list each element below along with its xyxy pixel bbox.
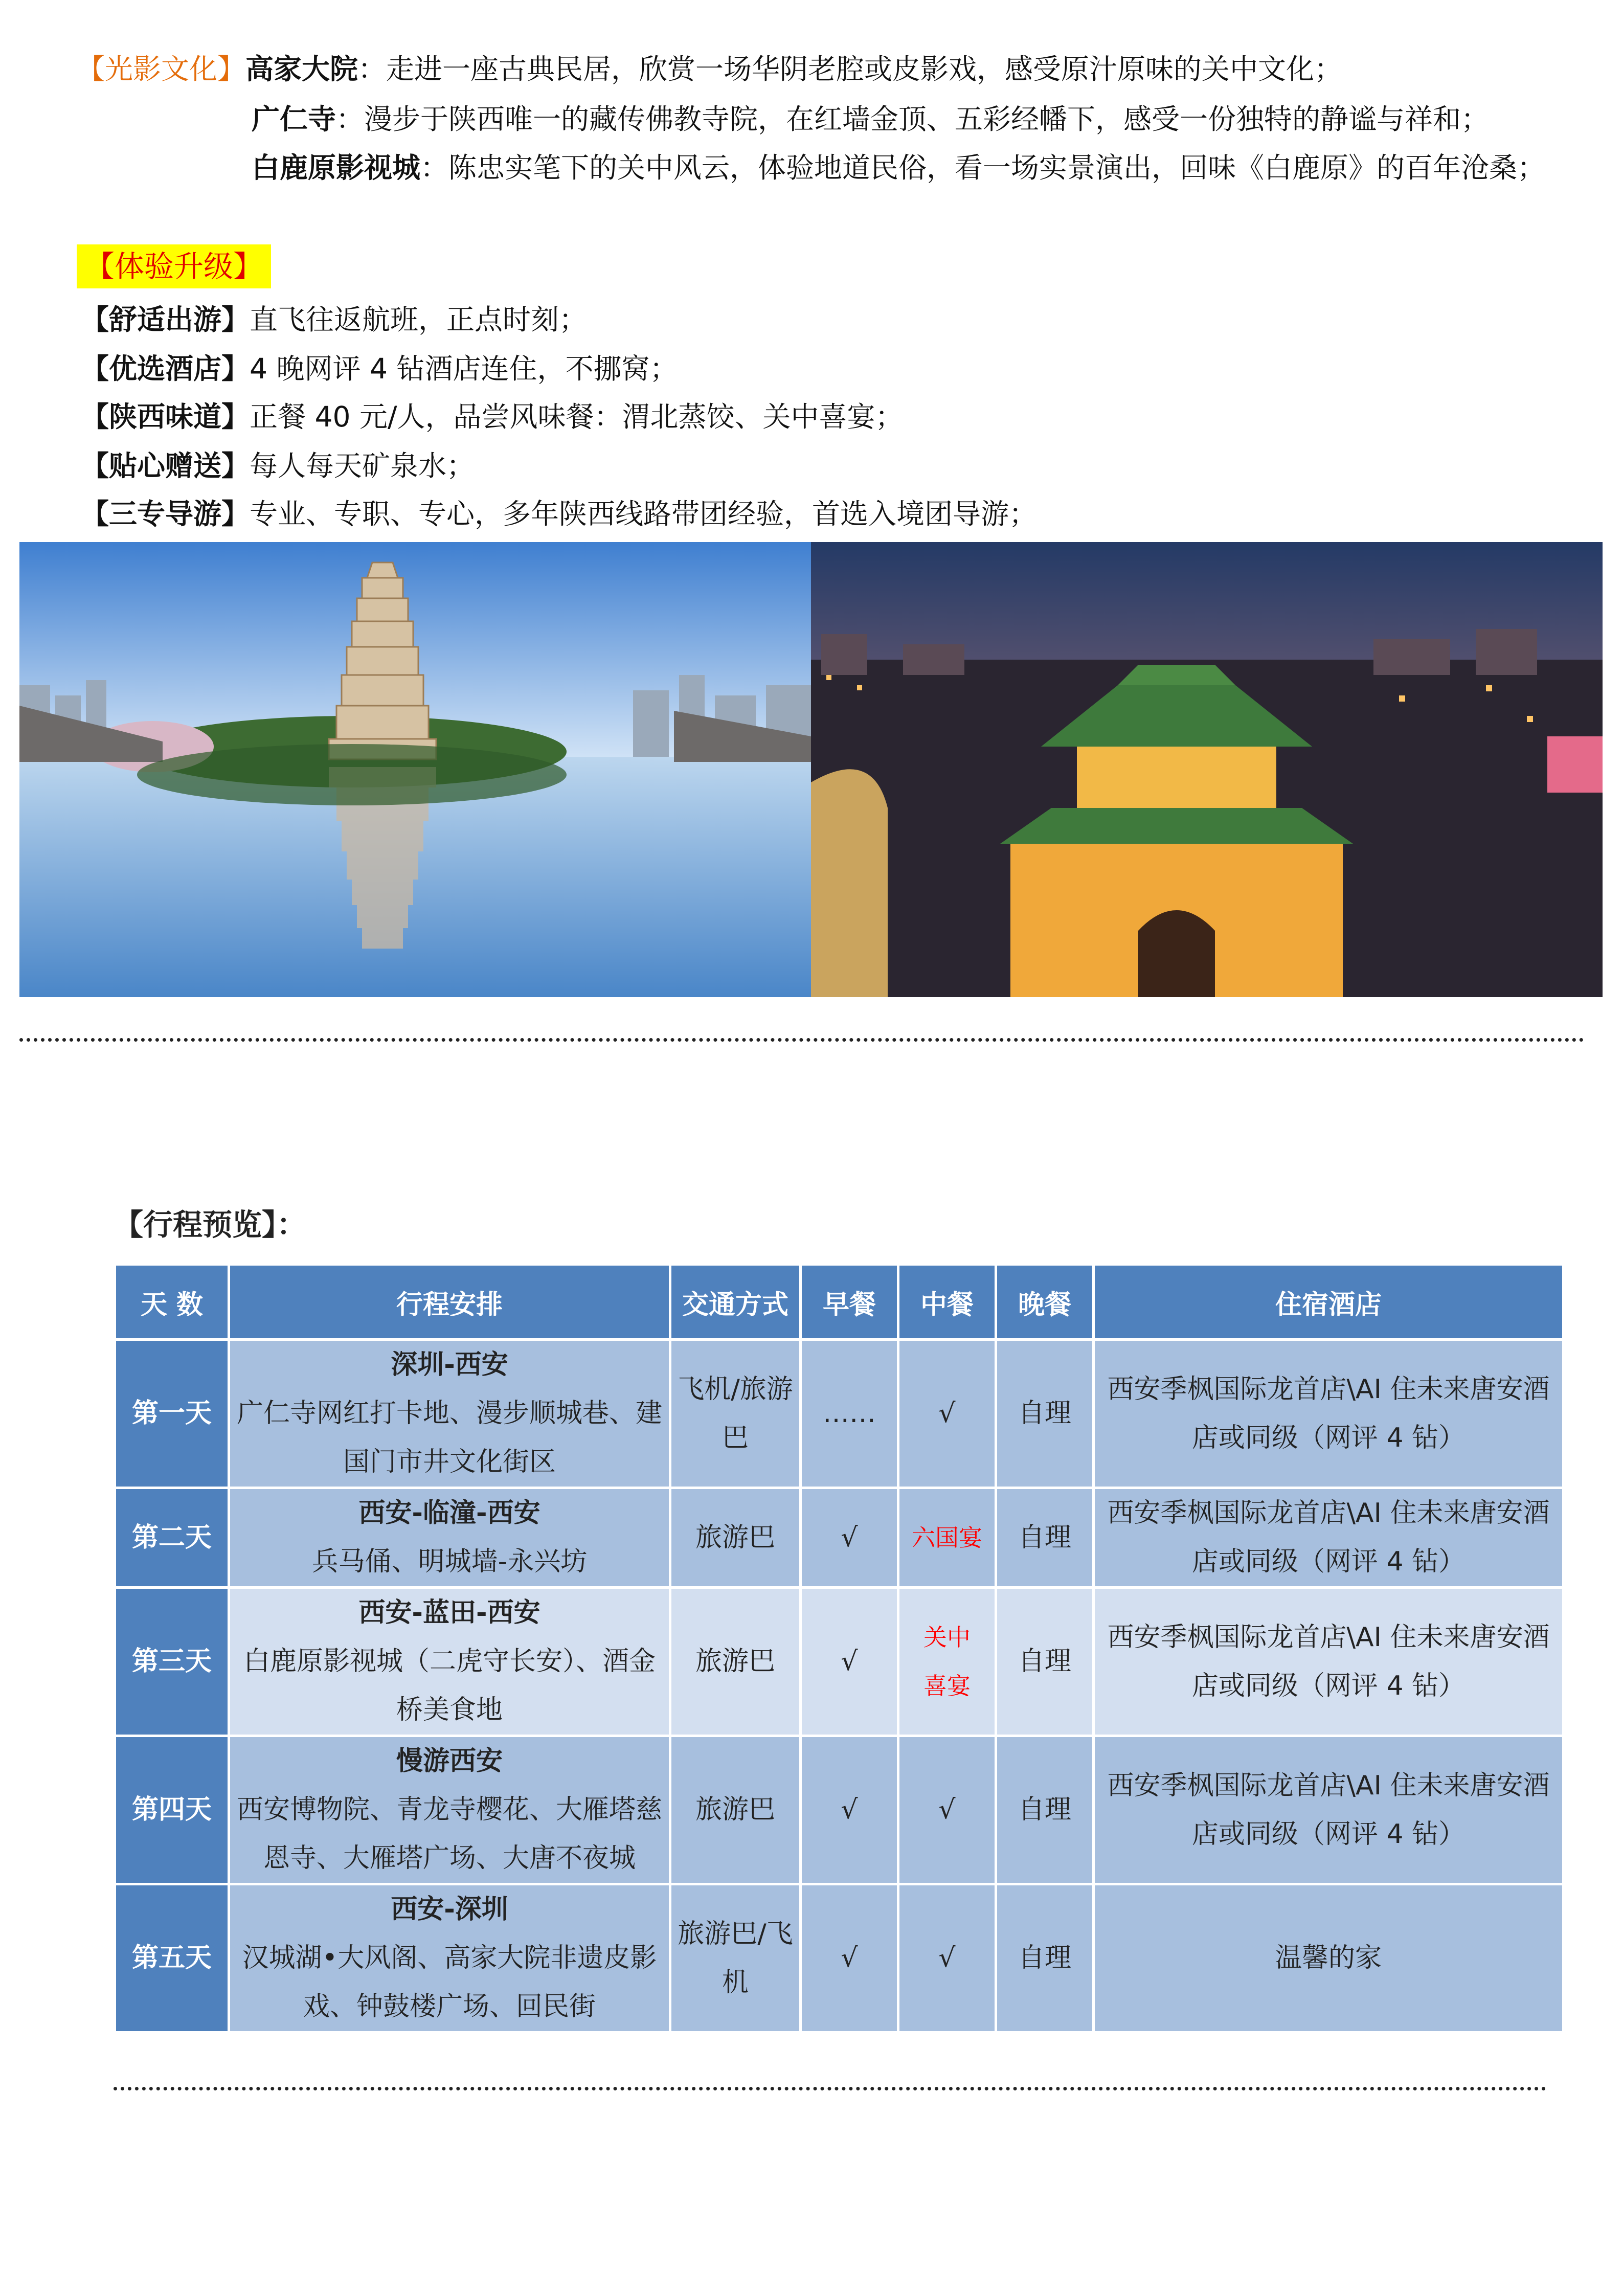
hotel-cell: 西安季枫国际龙首店\AI 住未来唐安酒店或同级（网评 4 钻） [1095,1737,1562,1883]
culture-item-desc: ：漫步于陕西唯一的藏传佛教寺院，在红墙金顶、五彩经幡下，感受一份独特的静谧与祥和； [336,103,1490,136]
upgrade-tag: 【舒适出游】 [81,303,250,336]
table-row [116,1885,1562,2031]
culture-item-desc: ：陈忠实笔下的关中风云，体验地道民俗，看一场实景演出，回味《白鹿原》的百年沧桑； [420,151,1546,184]
transport-cell: 旅游巴 [671,1737,799,1883]
lunch-cell [899,1589,995,1735]
dinner-cell: 自理 [997,1737,1092,1883]
dinner-cell: 自理 [997,1341,1092,1487]
transport-cell: 飞机/旅游巴 [671,1341,799,1487]
dotted-divider [114,2087,1546,2090]
schedule-cell [230,1737,669,1883]
upgrade-text: 4 晚网评 4 钻酒店连住，不挪窝； [250,352,678,385]
table-header-row [116,1266,1562,1338]
upgrade-tag: 【贴心赠送】 [81,449,250,482]
day-cell: 第一天 [116,1341,228,1487]
lunch-cell: √ [899,1885,995,2031]
header-breakfast: 早餐 [802,1266,897,1338]
route-title: 西安-蓝田-西安 [358,1597,540,1628]
header-schedule: 行程安排 [230,1266,669,1338]
lunch-cell: √ [899,1737,995,1883]
route-sites: 西安博物院、青龙寺樱花、大雁塔慈恩寺、大雁塔广场、大唐不夜城 [236,1794,662,1874]
upgrade-item [81,351,678,387]
route-sites: 广仁寺网红打卡地、漫步顺城巷、建国门市井文化街区 [236,1398,662,1477]
upgrade-item [81,302,587,337]
header-lunch: 中餐 [899,1266,995,1338]
upgrade-text: 每人每天矿泉水； [250,449,475,482]
lunch-special-line: 关中 [923,1623,971,1651]
day-cell: 第二天 [116,1489,228,1586]
hotel-cell: 温馨的家 [1095,1885,1562,2031]
culture-item-desc: ：走进一座古典民居，欣赏一场华阴老腔或皮影戏，感受原汁原味的关中文化； [358,53,1343,85]
upgrade-item [81,496,1037,532]
breakfast-cell: √ [802,1885,897,2031]
day-cell: 第五天 [116,1885,228,2031]
upgrade-text: 专业、专职、专心，多年陕西线路带团经验，首选入境团导游； [250,498,1038,530]
upgrade-tag: 【陕西味道】 [81,400,250,433]
upgrade-text: 正餐 40 元/人，品尝风味餐：渭北蒸饺、关中喜宴； [250,400,904,433]
header-hotel: 住宿酒店 [1095,1266,1562,1338]
breakfast-cell: √ [802,1737,897,1883]
dinner-cell: 自理 [997,1589,1092,1735]
culture-tag: 【光影文化】 [77,53,246,85]
route-sites: 白鹿原影视城（二虎守长安）、酒金桥美食地 [243,1646,656,1725]
breakfast-cell: √ [802,1489,897,1586]
pagoda-reflection-photo [19,542,811,997]
transport-cell: 旅游巴 [671,1589,799,1735]
itinerary-title: 【行程预览】： [114,1207,307,1242]
route-title: 慢游西安 [396,1746,503,1776]
table-row [116,1737,1562,1883]
day-cell: 第三天 [116,1589,228,1735]
breakfast-cell: √ [802,1589,897,1735]
route-title: 西安-临潼-西安 [358,1498,540,1528]
culture-line-3 [252,150,1545,186]
upgrade-item [81,399,904,435]
transport-cell: 旅游巴 [671,1489,799,1586]
route-sites: 兵马俑、明城墙-永兴坊 [311,1546,588,1577]
dinner-cell: 自理 [997,1489,1092,1586]
route-title: 西安-深圳 [391,1894,508,1925]
culture-item-name: 高家大院 [245,53,358,85]
header-dinner: 晚餐 [997,1266,1092,1338]
header-day: 天 数 [116,1266,228,1338]
upgrade-title: 【体验升级】 [77,244,271,288]
hotel-cell: 西安季枫国际龙首店\AI 住未来唐安酒店或同级（网评 4 钻） [1095,1489,1562,1586]
culture-line-2 [252,101,1489,137]
itinerary-table [114,1263,1565,2034]
header-transport: 交通方式 [671,1266,799,1338]
hotel-cell: 西安季枫国际龙首店\AI 住未来唐安酒店或同级（网评 4 钻） [1095,1341,1562,1487]
table-row [116,1489,1562,1586]
table-row [116,1589,1562,1735]
schedule-cell [230,1489,669,1586]
hotel-cell: 西安季枫国际龙首店\AI 住未来唐安酒店或同级（网评 4 钻） [1095,1589,1562,1735]
route-sites: 汉城湖•大风阁、高家大院非遗皮影戏、钟鼓楼广场、回民街 [242,1943,657,2022]
dotted-divider [19,1038,1584,1042]
bell-tower-night-photo [811,542,1603,997]
schedule-cell [230,1589,669,1735]
upgrade-tag: 【优选酒店】 [81,352,250,385]
upgrade-tag: 【三专导游】 [81,498,250,530]
dinner-cell: 自理 [997,1885,1092,2031]
route-title: 深圳-西安 [391,1349,508,1380]
upgrade-item [81,448,475,484]
schedule-cell [230,1341,669,1487]
schedule-cell [230,1885,669,2031]
culture-item-name: 白鹿原影视城 [252,151,421,184]
day-cell: 第四天 [116,1737,228,1883]
lunch-cell [899,1489,995,1586]
lunch-special-line: 喜宴 [923,1672,971,1700]
culture-line-1 [77,51,1342,87]
upgrade-text: 直飞往返航班，正点时刻； [250,303,588,336]
transport-cell: 旅游巴/飞机 [671,1885,799,2031]
culture-item-name: 广仁寺 [252,103,336,136]
lunch-special: 六国宴 [912,1524,982,1551]
table-row [116,1341,1562,1487]
lunch-cell: √ [899,1341,995,1487]
breakfast-cell: …… [802,1341,897,1487]
